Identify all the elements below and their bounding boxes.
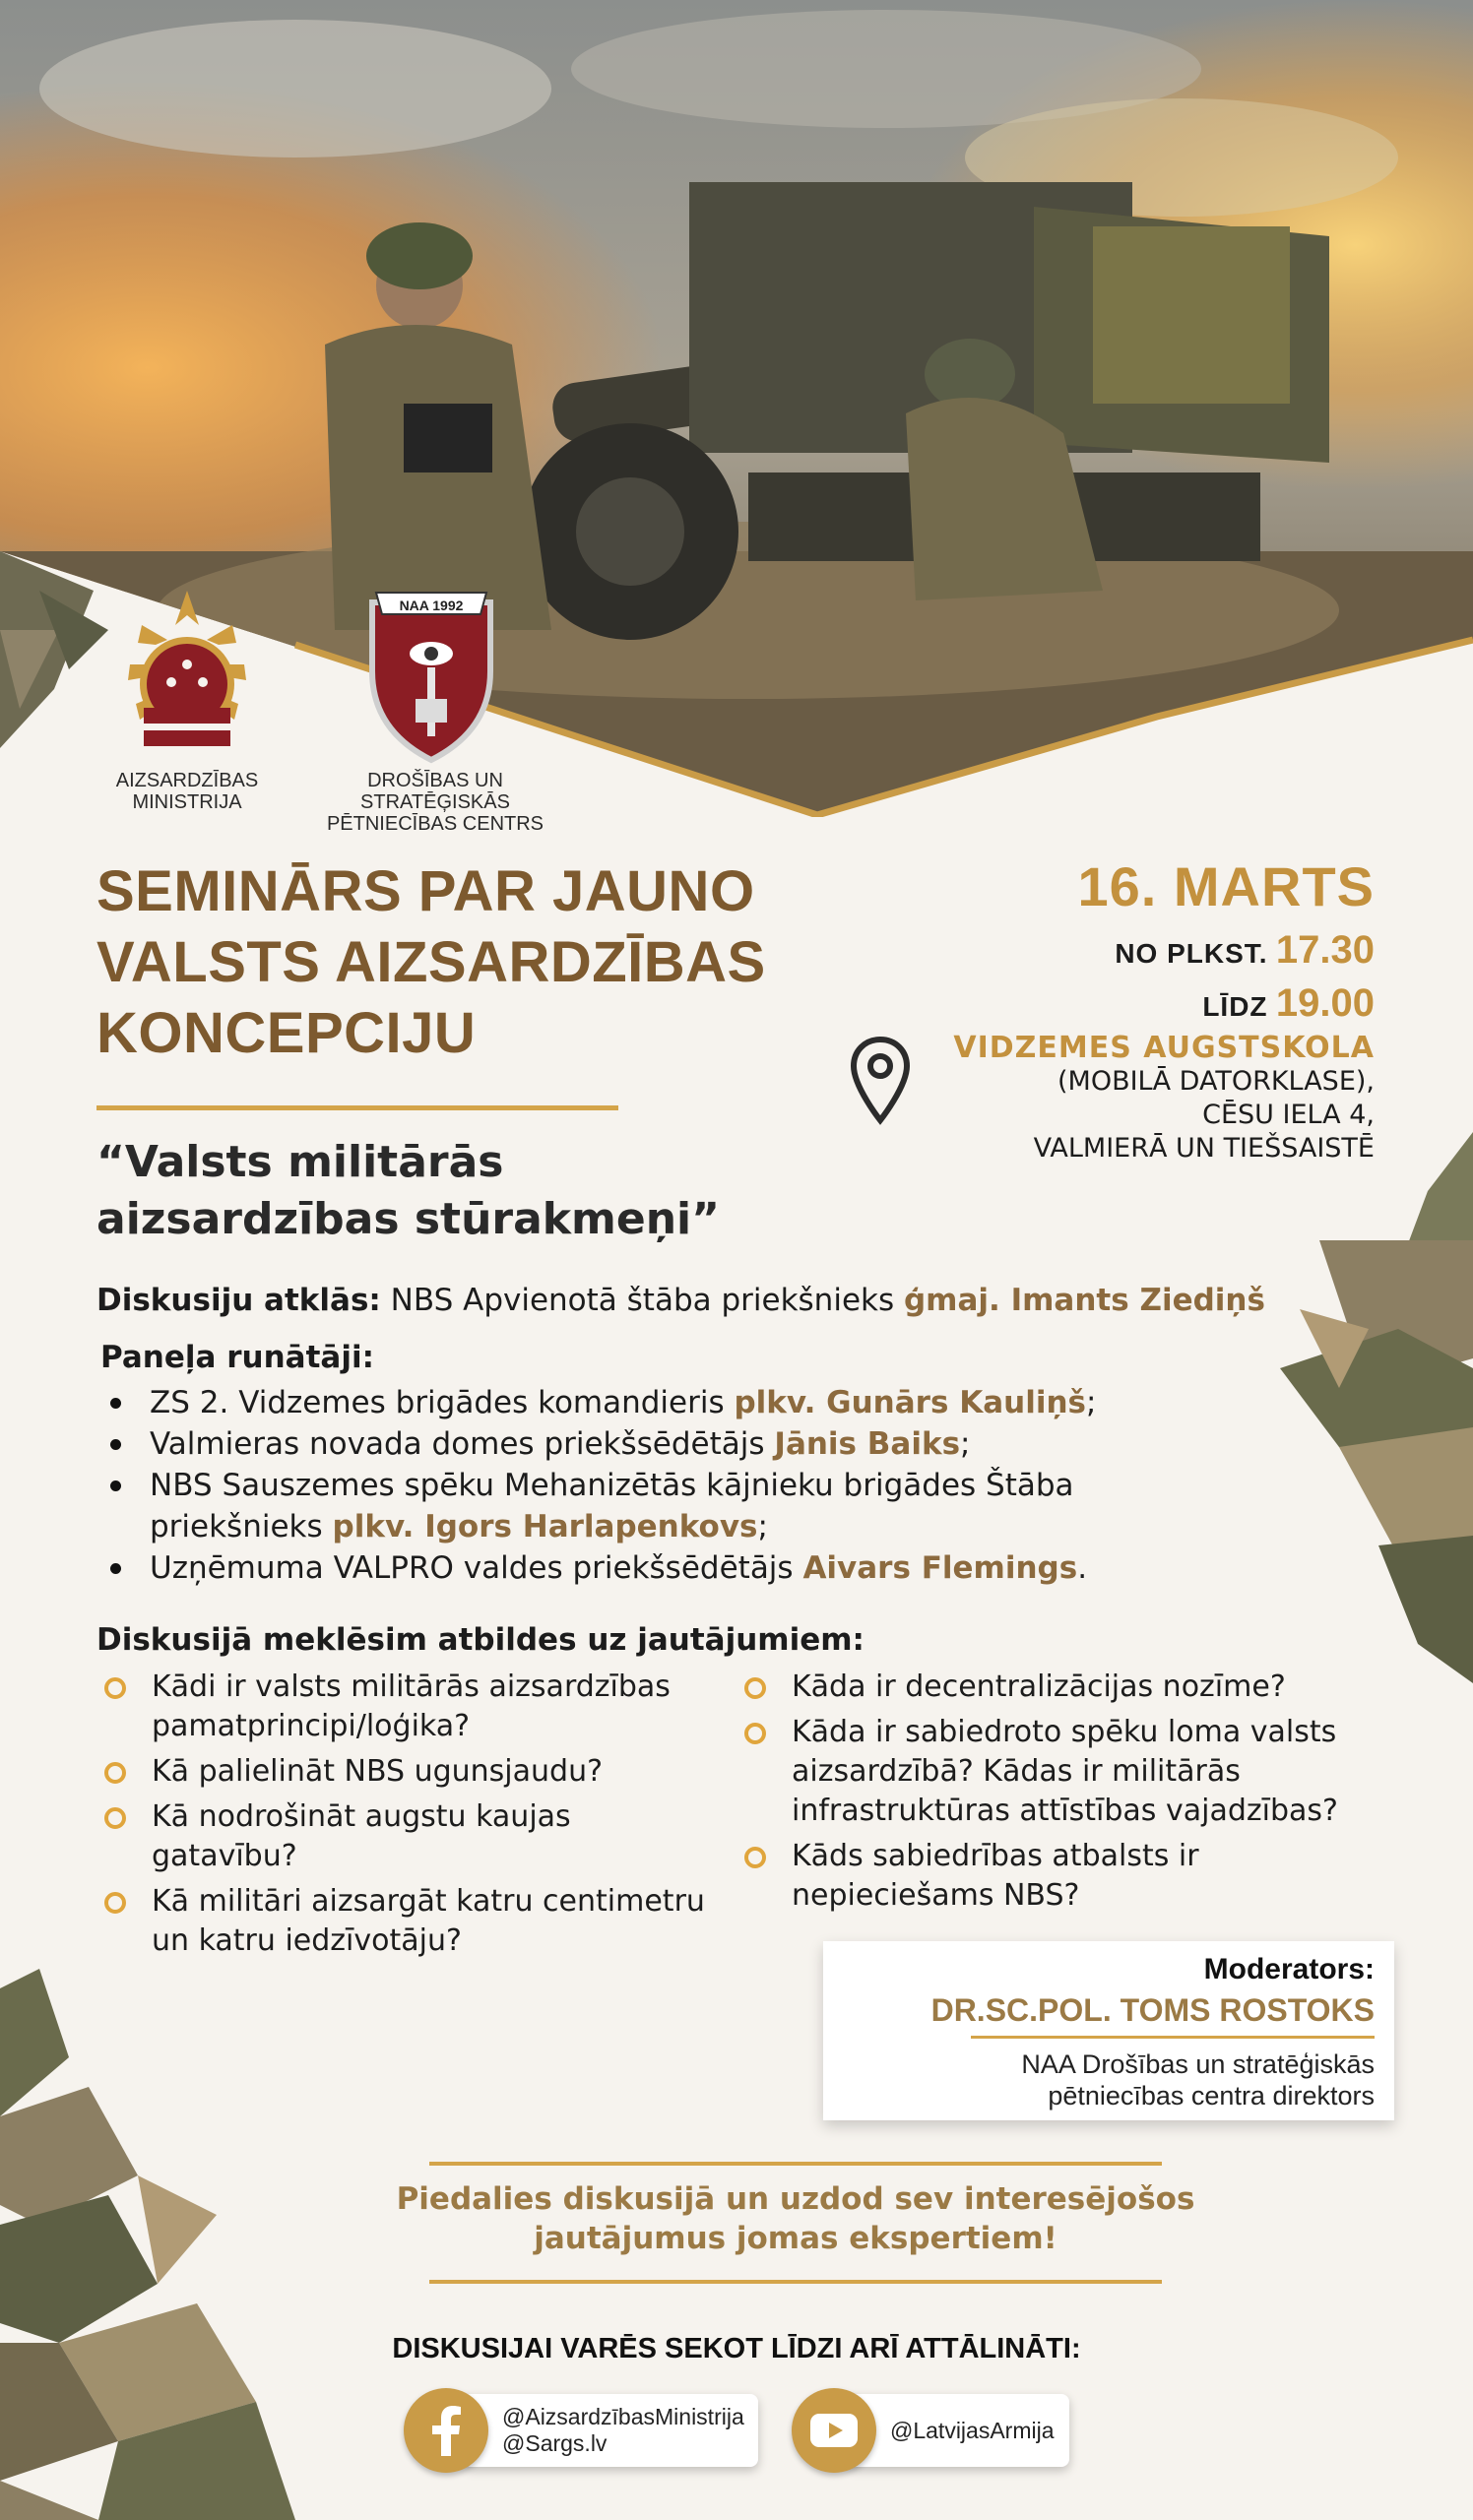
moderator-box	[823, 1941, 1394, 2120]
follow-heading: DISKUSIJAI VARĒS SEKOT LĪDZI ARĪ ATTĀLINĀTI:	[392, 2333, 1081, 2364]
cta-divider-bottom	[429, 2280, 1162, 2284]
camo-decoration-left	[0, 1969, 295, 2520]
title-divider	[96, 1105, 618, 1110]
title-line: SEMINĀRS PAR JAUNO	[96, 859, 755, 923]
list-item: Kā militāri aizsargāt katru centimetru un katru iedzīvotāju?	[100, 1882, 711, 1961]
list-item	[100, 1547, 1184, 1589]
location-line: CĒSU IELA 4,	[1202, 1100, 1375, 1130]
time-to-value: 19.00	[1275, 981, 1375, 1025]
facebook-handle[interactable]: @AizsardzībasMinistrija	[502, 2404, 744, 2429]
moderator-name: DR.SC.POL. TOMS ROSTOKS	[930, 1992, 1375, 2028]
location-line: (MOBILĀ DATORKLASE),	[1057, 1066, 1375, 1097]
time-from-value: 17.30	[1275, 928, 1375, 972]
ministry-caption-line: MINISTRIJA	[132, 791, 242, 813]
ministry-caption	[98, 770, 276, 813]
facebook-icon[interactable]	[404, 2388, 488, 2473]
opener-label: Diskusiju atklās:	[96, 1283, 381, 1318]
date-block	[886, 852, 1375, 1032]
time-to	[886, 978, 1375, 1032]
speaker-role: NBS Sauszemes spēku Mehanizētās kājnieku brigādes Štāba priekšnieks	[150, 1468, 1074, 1544]
location-pin-icon	[849, 1036, 912, 1126]
time-from-label: NO PLKST.	[1115, 938, 1268, 969]
opener-line	[96, 1280, 1377, 1321]
naa-badge-text: NAA 1992	[399, 598, 464, 613]
list-item: Kā palielināt NBS ugunsjaudu?	[100, 1752, 711, 1792]
moderator-role-line: NAA Drošības un stratēģiskās	[1021, 2049, 1375, 2079]
page-title	[96, 856, 884, 1069]
list-item	[100, 1465, 1184, 1547]
speaker-role: Valmieras novada domes priekšsēdētājs	[150, 1426, 775, 1462]
facebook-link[interactable]	[463, 2394, 758, 2467]
questions-heading: Diskusijā meklēsim atbildes uz jautājumiem:	[96, 1622, 865, 1658]
title-line: VALSTS AIZSARDZĪBAS	[96, 930, 766, 994]
naa-caption	[291, 770, 579, 835]
speaker-list	[100, 1382, 1184, 1589]
event-date: 16. MARTS	[1077, 855, 1375, 917]
speaker-name: plkv. Gunārs Kauliņš	[734, 1385, 1086, 1420]
youtube-link[interactable]	[847, 2394, 1069, 2467]
naa-caption-line: PĒTNIECĪBAS CENTRS	[326, 813, 544, 835]
panel-heading: Paneļa runātāji:	[100, 1340, 374, 1375]
speaker-punct: ;	[757, 1509, 768, 1544]
moderator-role-line: pētniecības centra direktors	[1048, 2081, 1375, 2110]
questions-left	[100, 1668, 711, 1967]
facebook-handle[interactable]: @Sargs.lv	[502, 2430, 608, 2456]
questions-right	[740, 1668, 1390, 1922]
list-item: Kāda ir decentralizācijas nozīme?	[740, 1668, 1390, 1707]
list-item: Kāds sabiedrības atbalsts ir nepieciešams NBS?	[740, 1837, 1390, 1916]
subtitle	[96, 1134, 845, 1248]
list-item: Kā nodrošināt augstu kaujas gatavību?	[100, 1797, 711, 1876]
list-item: Kādi ir valsts militārās aizsardzības pamatprincipi/loģika?	[100, 1668, 711, 1746]
location-name: VIDZEMES AUGSTSKOLA	[953, 1031, 1375, 1065]
speaker-punct: ;	[1085, 1385, 1097, 1420]
opener-name: ģmaj. Imants Ziediņš	[903, 1283, 1265, 1318]
speaker-name: plkv. Igors Harlapenkovs	[332, 1509, 758, 1544]
ministry-emblem-icon	[122, 586, 252, 768]
time-from	[886, 925, 1375, 978]
naa-caption-line: DROŠĪBAS UN STRATĒĢISKĀS	[360, 770, 510, 813]
moderator-label: Moderators:	[1203, 1953, 1375, 1985]
list-item	[100, 1382, 1184, 1423]
speaker-role: ZS 2. Vidzemes brigādes komandieris	[150, 1385, 735, 1420]
call-to-action	[295, 2179, 1296, 2258]
ministry-caption-line: AIZSARDZĪBAS	[115, 770, 259, 791]
cta-line: jautājumus jomas ekspertiem!	[534, 2221, 1057, 2256]
speaker-name: Aivars Flemings	[802, 1550, 1078, 1586]
subtitle-line: aizsardzības stūrakmeņi”	[96, 1194, 721, 1244]
naa-shield-icon	[362, 583, 500, 766]
camo-decoration-right	[1280, 1132, 1473, 1683]
opener-text: NBS Apvienotā štāba priekšnieks	[380, 1283, 904, 1318]
list-item: Kāda ir sabiedroto spēku loma valsts aizsardzībā? Kādas ir militārās infrastruktūras attīstības vajadzības?	[740, 1713, 1390, 1831]
cta-divider-top	[429, 2162, 1162, 2166]
speaker-punct: .	[1077, 1550, 1088, 1586]
youtube-handle[interactable]: @LatvijasArmija	[890, 2418, 1055, 2443]
title-line: KONCEPCIJU	[96, 1001, 477, 1065]
location-line: VALMIERĀ UN TIEŠSAISTĒ	[1033, 1133, 1375, 1164]
subtitle-line: “Valsts militārās	[96, 1137, 504, 1187]
panel-section	[100, 1337, 1184, 1589]
youtube-icon[interactable]	[792, 2388, 876, 2473]
list-item	[100, 1423, 1184, 1465]
speaker-name: Jānis Baiks	[774, 1426, 961, 1462]
time-to-label: LĪDZ	[1202, 991, 1268, 1022]
moderator-divider	[971, 2036, 1375, 2039]
speaker-role: Uzņēmuma VALPRO valdes priekšsēdētājs	[150, 1550, 803, 1586]
cta-line: Piedalies diskusijā un uzdod sev interesējošos	[396, 2181, 1195, 2217]
speaker-punct: ;	[960, 1426, 971, 1462]
